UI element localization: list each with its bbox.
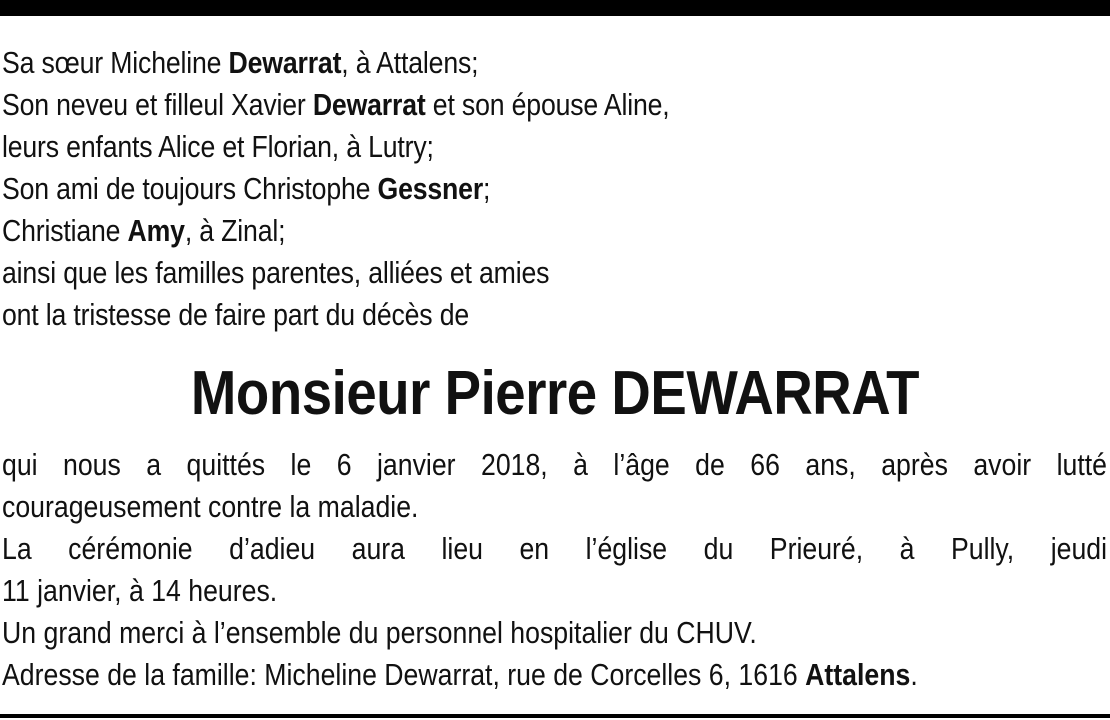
notice-line-4: 11 janvier, à 14 heures.: [2, 573, 278, 608]
word: après: [881, 447, 948, 482]
family-line-5: [2, 210, 951, 252]
word: lieu: [441, 531, 483, 566]
text-span: Son neveu et filleul Xavier: [2, 87, 313, 122]
word: La: [2, 531, 32, 566]
notice-line-1: [2, 444, 1107, 486]
top-rule: [0, 0, 1110, 16]
surname: Dewarrat: [228, 45, 342, 80]
notice-line-6: [2, 654, 953, 696]
word: lutté: [1056, 447, 1107, 482]
word: nous: [63, 447, 121, 482]
word: d’adieu: [229, 531, 316, 566]
family-line-2: [2, 84, 951, 126]
word: qui: [2, 447, 38, 482]
word: l’âge: [613, 447, 670, 482]
notice-line-3: [2, 528, 1107, 570]
text-span: , à Attalens;: [341, 45, 479, 80]
word: le: [290, 447, 312, 482]
family-line-1: [2, 42, 951, 84]
word: à: [899, 531, 915, 566]
family-line-4: [2, 168, 951, 210]
word: avoir: [973, 447, 1032, 482]
text-span: Son ami de toujours Christophe: [2, 171, 378, 206]
word: aura: [351, 531, 405, 566]
bottom-rule: [0, 714, 1110, 718]
word: a: [146, 447, 162, 482]
surname: Dewarrat: [312, 87, 426, 122]
surname: Amy: [127, 213, 185, 248]
word: de: [695, 447, 725, 482]
family-line-3: leurs enfants Alice et Florian, à Lutry;: [2, 129, 434, 164]
word: 6: [336, 447, 352, 482]
word: à: [573, 447, 588, 482]
word: du: [703, 531, 734, 566]
town: Attalens: [805, 657, 911, 692]
text-span: Christiane: [2, 213, 128, 248]
family-line-7: ont la tristesse de faire part du décès de: [2, 297, 470, 332]
word: l’église: [585, 531, 668, 566]
word: 66: [750, 447, 780, 482]
notice-line-2: courageusement contre la maladie.: [2, 489, 419, 524]
surname: Gessner: [377, 171, 484, 206]
word: jeudi: [1050, 531, 1108, 566]
notice-line-5: Un grand merci à l’ensemble du personnel hospitalier du CHUV.: [2, 615, 757, 650]
text-span: ;: [483, 171, 491, 206]
text-span: Sa sœur Micheline: [2, 45, 229, 80]
deceased-name: Monsieur Pierre DEWARRAT: [190, 359, 920, 428]
word: quittés: [186, 447, 266, 482]
word: janvier: [377, 447, 456, 482]
notice-body: [2, 444, 1108, 696]
word: cérémonie: [68, 531, 193, 566]
word: ans,: [805, 447, 856, 482]
text-span: .: [910, 657, 918, 692]
text-span: Adresse de la famille: Micheline Dewarrat, rue de Corcelles 6, 1616: [2, 657, 806, 692]
word: 2018,: [480, 447, 548, 482]
text-span: et son épouse Aline,: [425, 87, 670, 122]
word: Prieuré,: [769, 531, 864, 566]
text-span: , à Zinal;: [184, 213, 286, 248]
word: en: [519, 531, 550, 566]
word: Pully,: [950, 531, 1015, 566]
family-line-6: ainsi que les familles parentes, alliées et amies: [2, 255, 550, 290]
family-list: [2, 42, 1106, 336]
